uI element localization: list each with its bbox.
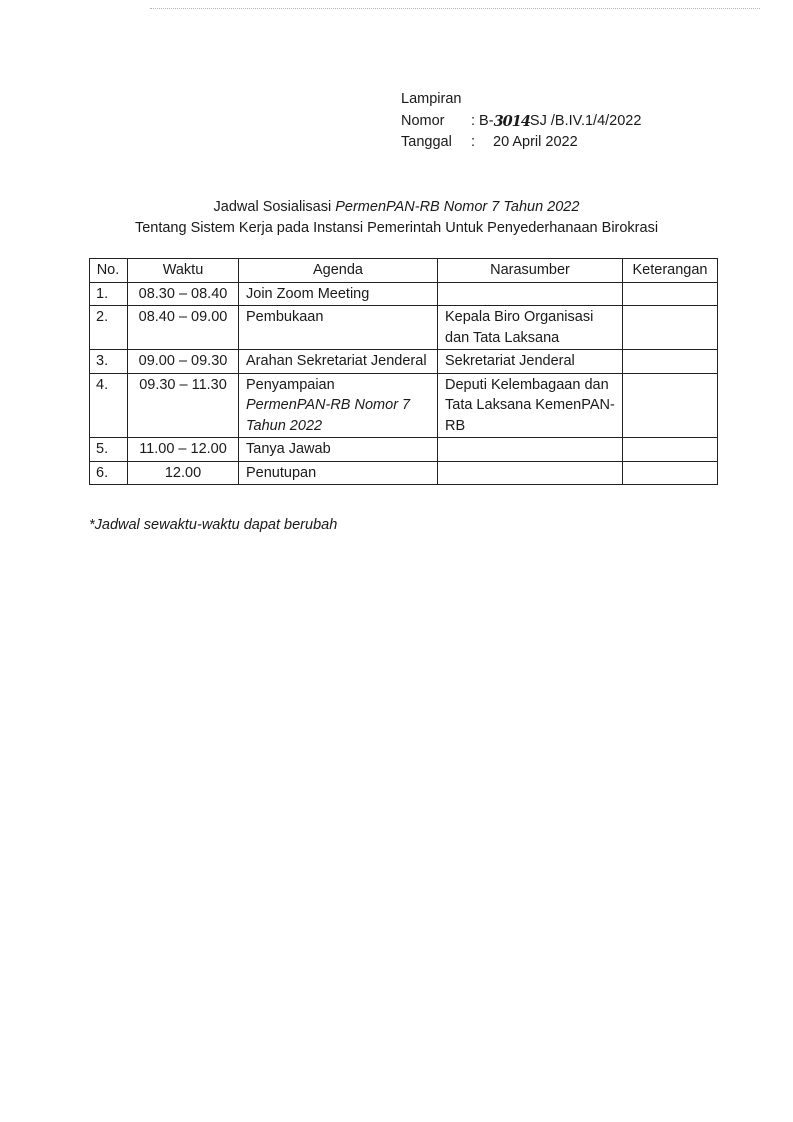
tanggal-row bbox=[401, 132, 641, 154]
cell-waktu: 08.40 – 09.00 bbox=[128, 306, 239, 350]
cell-narasumber: Deputi Kelembagaan dan Tata Laksana KemenPAN-RB bbox=[438, 373, 623, 438]
schedule-note: *Jadwal sewaktu-waktu dapat berubah bbox=[89, 517, 338, 533]
schedule-table bbox=[89, 258, 718, 485]
document-title bbox=[0, 197, 793, 239]
title-regulation: PermenPAN-RB Nomor 7 Tahun 2022 bbox=[335, 199, 580, 215]
cell-keterangan bbox=[623, 350, 718, 374]
attachment-title: Lampiran bbox=[401, 91, 462, 107]
cell-no: 6. bbox=[90, 461, 128, 485]
tanggal-label: Tanggal bbox=[401, 134, 452, 150]
cell-waktu: 09.00 – 09.30 bbox=[128, 350, 239, 374]
cell-agenda: Arahan Sekretariat Jenderal bbox=[239, 350, 438, 374]
cell-no: 1. bbox=[90, 282, 128, 306]
cell-narasumber: Sekretariat Jenderal bbox=[438, 350, 623, 374]
nomor-label: Nomor bbox=[401, 112, 445, 129]
cell-no: 2. bbox=[90, 306, 128, 350]
title-line-1 bbox=[0, 197, 793, 218]
cell-waktu: 09.30 – 11.30 bbox=[128, 373, 239, 438]
cell-keterangan bbox=[623, 373, 718, 438]
title-line-2: Tentang Sistem Kerja pada Instansi Pemerintah Untuk Penyederhanaan Birokrasi bbox=[134, 220, 659, 236]
cell-waktu: 12.00 bbox=[128, 461, 239, 485]
table-row bbox=[90, 438, 718, 462]
cell-agenda: Penutupan bbox=[239, 461, 438, 485]
header-waktu: Waktu bbox=[128, 259, 239, 283]
agenda-text: Penyampaian bbox=[246, 376, 335, 393]
header-agenda: Agenda bbox=[239, 259, 438, 283]
table-header-row bbox=[90, 259, 718, 283]
cell-agenda: Join Zoom Meeting bbox=[239, 282, 438, 306]
cell-waktu: 08.30 – 08.40 bbox=[128, 282, 239, 306]
attachment-title-row bbox=[401, 89, 641, 111]
tanggal-separator: : bbox=[471, 134, 476, 150]
agenda-regulation: PermenPAN-RB Nomor 7 Tahun 2022 bbox=[246, 397, 411, 434]
cell-waktu: 11.00 – 12.00 bbox=[128, 438, 239, 462]
table-row bbox=[90, 306, 718, 350]
cell-agenda bbox=[239, 373, 438, 438]
table-row bbox=[90, 461, 718, 485]
cell-keterangan bbox=[623, 461, 718, 485]
table-row bbox=[90, 282, 718, 306]
cell-narasumber bbox=[438, 438, 623, 462]
scan-artifact-line bbox=[150, 8, 760, 9]
cell-agenda: Tanya Jawab bbox=[239, 438, 438, 462]
tanggal-value: 20 April 2022 bbox=[493, 134, 578, 150]
nomor-row bbox=[401, 111, 641, 133]
cell-no: 3. bbox=[90, 350, 128, 374]
cell-keterangan bbox=[623, 438, 718, 462]
nomor-prefix: : B- bbox=[471, 112, 494, 129]
table-row bbox=[90, 350, 718, 374]
cell-narasumber bbox=[438, 282, 623, 306]
cell-keterangan bbox=[623, 282, 718, 306]
header-keterangan: Keterangan bbox=[623, 259, 718, 283]
table-row bbox=[90, 373, 718, 438]
cell-agenda: Pembukaan bbox=[239, 306, 438, 350]
header-no: No. bbox=[90, 259, 128, 283]
header-narasumber: Narasumber bbox=[438, 259, 623, 283]
attachment-info bbox=[401, 89, 641, 154]
cell-keterangan bbox=[623, 306, 718, 350]
title-prefix: Jadwal Sosialisasi bbox=[213, 199, 336, 215]
cell-narasumber: Kepala Biro Organisasi dan Tata Laksana bbox=[438, 306, 623, 350]
cell-no: 4. bbox=[90, 373, 128, 438]
nomor-handwritten-number: 3014 bbox=[493, 112, 530, 130]
nomor-suffix: SJ /B.IV.1/4/2022 bbox=[529, 112, 642, 129]
cell-narasumber bbox=[438, 461, 623, 485]
cell-no: 5. bbox=[90, 438, 128, 462]
